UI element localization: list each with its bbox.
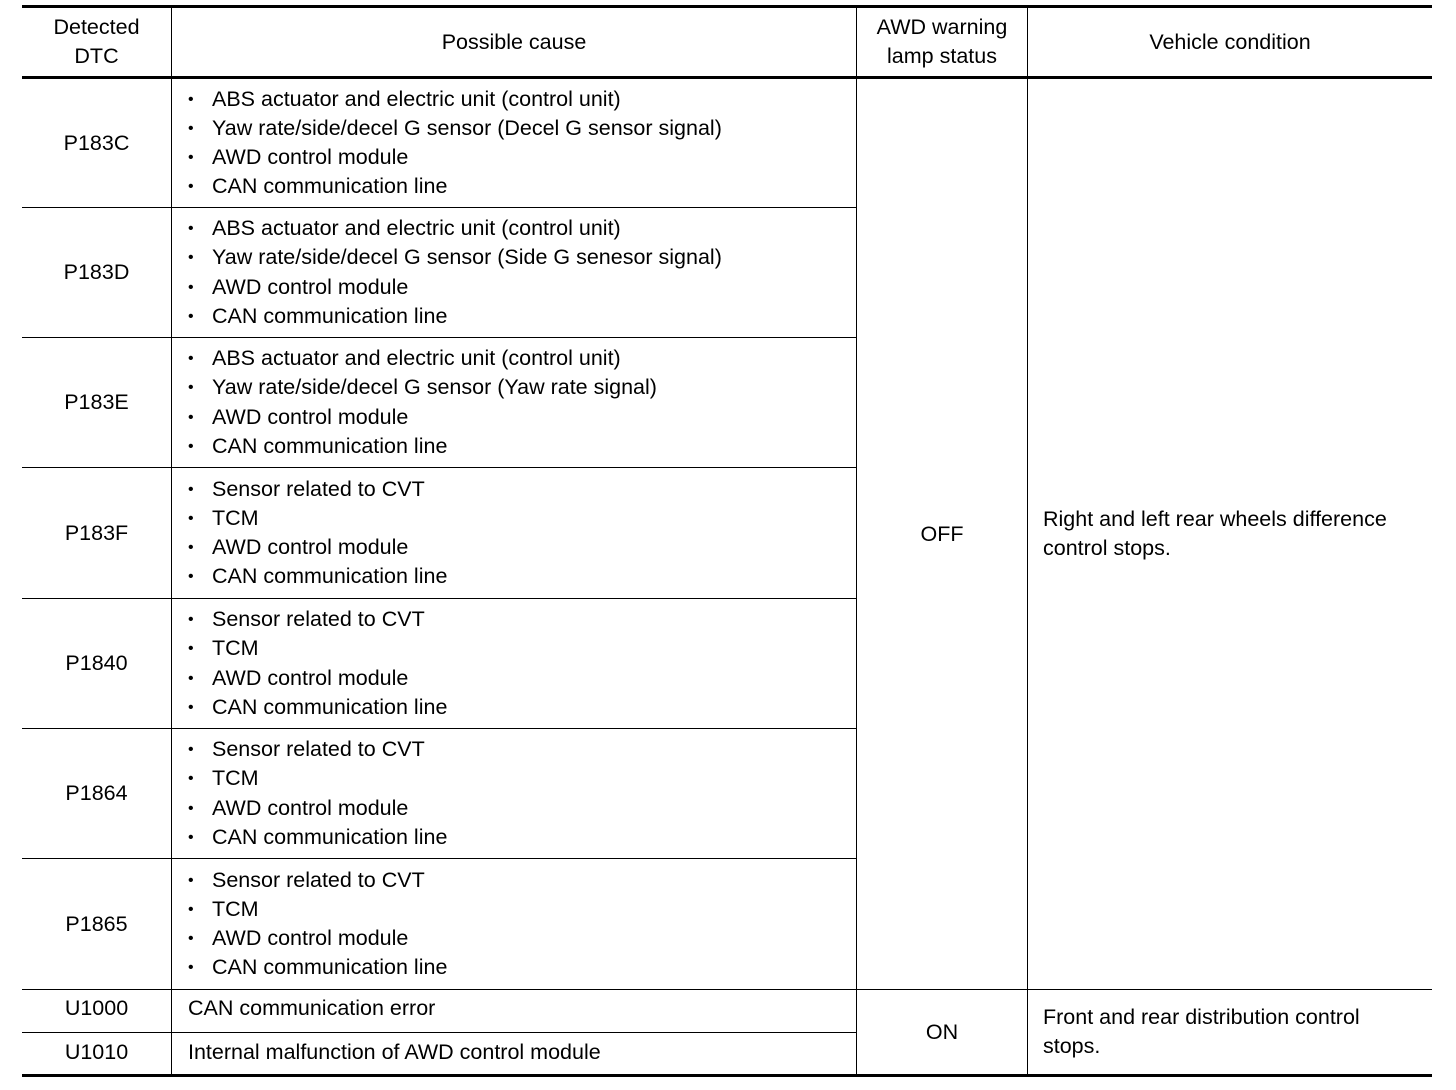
cause-item: • TCM xyxy=(188,764,447,793)
header-possible-cause: Possible cause xyxy=(441,29,587,54)
vehicle-condition-group-1 xyxy=(1028,79,1432,989)
cause-item: • AWD control module xyxy=(188,533,447,562)
cause-item: • CAN communication line xyxy=(188,693,447,722)
header-awd-lamp-status-line2: lamp status xyxy=(887,44,997,68)
cause-item: • CAN communication line xyxy=(188,562,447,591)
header-awd-lamp-status-line1: AWD warning xyxy=(876,15,1008,39)
header-vehicle-condition: Vehicle condition xyxy=(1149,29,1311,54)
possible-cause-text: Internal malfunction of AWD control module xyxy=(188,1039,601,1064)
cause-item: • Yaw rate/side/decel G sensor (Yaw rate signal) xyxy=(188,373,657,402)
possible-cause-text: CAN communication error xyxy=(188,996,436,1020)
cause-item: • Yaw rate/side/decel G sensor (Decel G sensor signal) xyxy=(188,114,722,143)
vehicle-condition-line: control stops. xyxy=(1043,536,1171,560)
possible-cause-list xyxy=(188,468,856,598)
cause-item: • Sensor related to CVT xyxy=(188,735,447,764)
dtc-code: U1000 xyxy=(64,996,129,1020)
cause-item: • Yaw rate/side/decel G sensor (Side G senesor signal) xyxy=(188,243,722,272)
cause-item: • CAN communication line xyxy=(188,953,447,982)
awd-lamp-status-on: ON xyxy=(925,1019,959,1044)
dtc-code: U1010 xyxy=(64,1039,129,1064)
cause-item: • CAN communication line xyxy=(188,823,447,852)
header-detected-dtc-line1: Detected xyxy=(53,15,140,39)
cause-item: • TCM xyxy=(188,504,447,533)
cause-item: • AWD control module xyxy=(188,664,447,693)
vehicle-condition-group-2 xyxy=(1028,990,1432,1074)
cause-item: • CAN communication line xyxy=(188,302,722,331)
header-detected-dtc xyxy=(22,8,171,76)
possible-cause-list xyxy=(188,208,856,337)
cause-item: • AWD control module xyxy=(188,273,722,302)
cause-item: • TCM xyxy=(188,895,447,924)
cause-item: • ABS actuator and electric unit (control unit) xyxy=(188,214,722,243)
cause-item: • AWD control module xyxy=(188,924,447,953)
possible-cause-list xyxy=(188,79,856,207)
possible-cause-list xyxy=(188,338,856,467)
vehicle-condition-line: Right and left rear wheels difference xyxy=(1043,507,1387,531)
dtc-code: P1865 xyxy=(65,911,128,936)
cause-item: • CAN communication line xyxy=(188,172,722,201)
dtc-code: P183C xyxy=(63,130,130,155)
cause-item: • AWD control module xyxy=(188,143,722,172)
vehicle-condition-line: stops. xyxy=(1043,1034,1101,1058)
cause-item: • CAN communication line xyxy=(188,432,657,461)
possible-cause-list xyxy=(188,859,856,989)
cause-item: • Sensor related to CVT xyxy=(188,866,447,895)
vehicle-condition-line: Front and rear distribution control xyxy=(1043,1005,1360,1029)
awd-lamp-status-off: OFF xyxy=(920,521,964,546)
possible-cause-list xyxy=(188,729,856,858)
possible-cause-list xyxy=(188,599,856,728)
cause-item: • AWD control module xyxy=(188,403,657,432)
cause-item: • ABS actuator and electric unit (control unit) xyxy=(188,344,657,373)
dtc-code: P183D xyxy=(63,260,130,284)
cause-item: • TCM xyxy=(188,634,447,663)
dtc-code: P1840 xyxy=(65,651,128,675)
cause-item: • AWD control module xyxy=(188,794,447,823)
header-detected-dtc-line2: DTC xyxy=(74,44,119,68)
table-bottom-border xyxy=(22,1074,1432,1077)
cause-item: • Sensor related to CVT xyxy=(188,605,447,634)
dtc-code: P183F xyxy=(64,520,129,545)
dtc-code: P1864 xyxy=(65,781,128,805)
dtc-code: P183E xyxy=(64,390,129,414)
header-awd-lamp-status xyxy=(857,8,1027,76)
cause-item: • Sensor related to CVT xyxy=(188,475,447,504)
column-divider-1 xyxy=(171,5,172,1076)
cause-item: • ABS actuator and electric unit (control unit) xyxy=(188,85,722,114)
